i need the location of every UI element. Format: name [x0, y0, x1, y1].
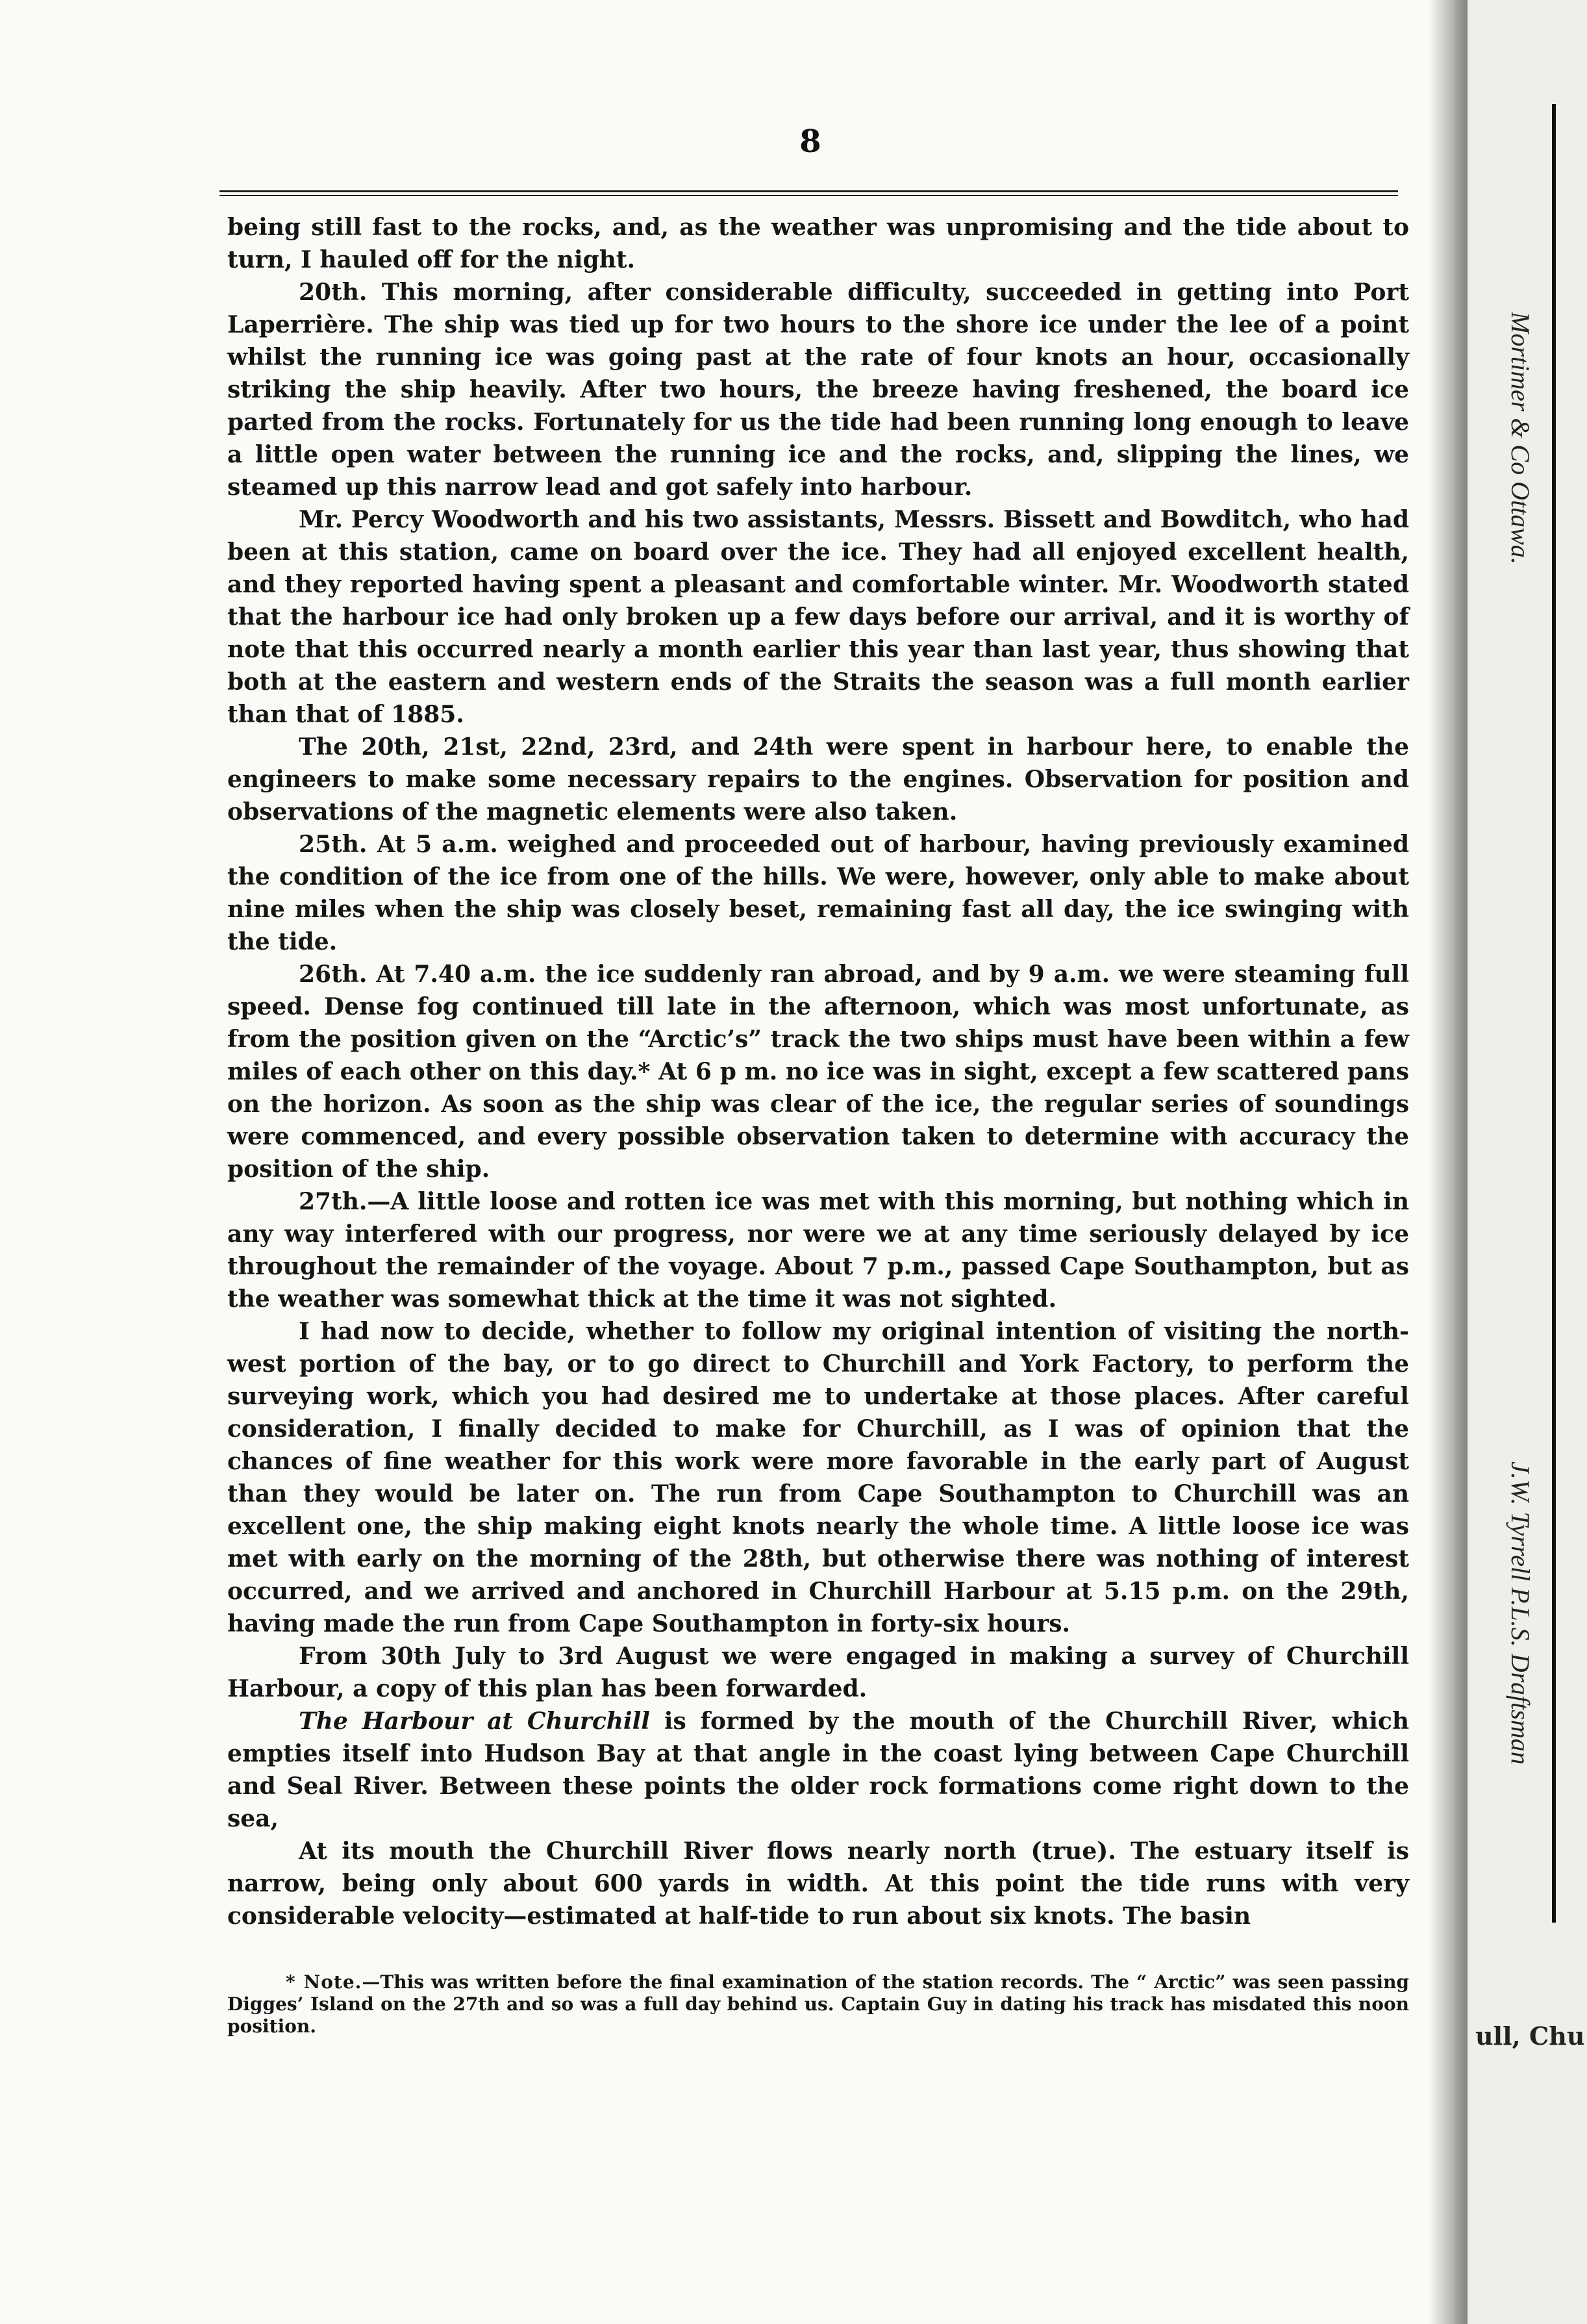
- paragraph-italic-lead: The Harbour at Churchill: [299, 1708, 650, 1735]
- page-number: 8: [799, 123, 821, 160]
- footnote-paragraph: [227, 1971, 1409, 2038]
- paragraph: 27th.—A little loose and rotten ice was met with this morning, but nothing which in any way interfered with our progress, nor were we at any time seriously delayed by ice throughout the remainder of the voyage. About 7 p.m., passed Cape Southampton, but as the weather was somewhat thick at the time it was not sighted.: [227, 1188, 1409, 1313]
- body-text: [227, 211, 1409, 1932]
- map-edge-fragment: ull, Chu: [1475, 2021, 1585, 2051]
- footnote-label: * Note.: [286, 1971, 362, 1993]
- paragraph: 25th. At 5 a.m. weighed and proceeded out of harbour, having previously examined the condition of the ice from one of the hills. We were, however, only able to make about nine miles when the ship was closely beset, remaining fast all day, the ice swinging with the tide.: [227, 831, 1409, 955]
- paragraph: 20th. This morning, after considerable difficulty, succeeded in getting into Port Laperrière. The ship was tied up for two hours to the shore ice under the lee of a point whilst the running ice was going past at the rate of four knots an hour, occasionally striking the ship heavily. After two hours, the breeze having freshened, the board ice parted from the rocks. Fortunately for us the tide had been running long enough to leave a little open water between the running ice and the rocks, and, slipping the lines, we steamed up this narrow lead and got safely into harbour.: [227, 279, 1409, 501]
- paragraph: [227, 1705, 1409, 1835]
- paragraph: At its mouth the Churchill River flows nearly north (true). The estuary itself is narrow, being only about 600 yards in width. At this point the tide runs with very considerable velocity—estimated at half-tide to run about six knots. The basin: [227, 1838, 1409, 1930]
- paragraph-rest: is formed by the mouth of the Churchill River, which empties itself into Hudson Bay at that angle in the coast lying between Cape Churchill and Seal River. Between these points the older rock formations come right down to the sea,: [227, 1708, 1410, 1832]
- paragraph: From 30th July to 3rd August we were engaged in making a survey of Churchill Harbour, a copy of this plan has been forwarded.: [227, 1643, 1409, 1702]
- paragraph: The 20th, 21st, 22nd, 23rd, and 24th were spent in harbour here, to enable the engineers to make some necessary repairs to the engines. Observation for position and observations of the magnetic elements were also taken.: [227, 733, 1409, 826]
- paragraph: 26th. At 7.40 a.m. the ice suddenly ran abroad, and by 9 a.m. we were steaming full speed. Dense fog continued till late in the afternoon, which was most unfortunate, as from the position given on the “Arctic’s” track the two ships must have been within a few miles of each other on this day.* At 6 p m. no ice was in sight, except a few scattered pans on the horizon. As soon as the ship was clear of the ice, the regular series of soundings were commenced, and every possible observation taken to determine with accuracy the position of the ship.: [227, 961, 1409, 1183]
- map-border-rule: [1552, 104, 1556, 1923]
- footnote: [227, 1971, 1409, 2038]
- footnote-text: —This was written before the final examination of the station records. The “ Arctic” was seen passing Digges’ Island on the 27th and so was a full day behind us. Captain Guy in dating his track has misdated this noon position.: [227, 1971, 1410, 2037]
- header-double-rule: [219, 190, 1398, 196]
- paragraph: Mr. Percy Woodworth and his two assistants, Messrs. Bissett and Bowditch, who had been at this station, came on board over the ice. They had all enjoyed excellent health, and they reported having spent a pleasant and comfortable winter. Mr. Woodworth stated that the harbour ice had only broken up a few days before our arrival, and it is worthy of note that this occurred nearly a month earlier this year than last year, thus showing that both at the eastern and western ends of the Straits the season was a full month earlier than that of 1885.: [227, 506, 1409, 728]
- paragraph: being still fast to the rocks, and, as the weather was unpromising and the tide about to turn, I hauled off for the night.: [227, 214, 1409, 273]
- map-draftsman-label: J.W. Tyrrell P.L.S. Draftsman: [1506, 1461, 1535, 1765]
- page-fold-shadow: [1429, 0, 1468, 2324]
- paragraph: I had now to decide, whether to follow my original intention of visiting the north-west portion of the bay, or to go direct to Churchill and York Factory, to perform the surveying work, which you had desired me to undertake at those places. After careful consideration, I finally decided to make for Churchill, as I was of opinion that the chances of fine weather for this work were more favorable in the early part of August than they would be later on. The run from Cape Southampton to Churchill was an excellent one, the ship making eight knots nearly the whole time. A little loose ice was met with early on the morning of the 28th, but otherwise there was nothing of interest occurred, and we arrived and anchored in Churchill Harbour at 5.15 p.m. on the 29th, having made the run from Cape Southampton in forty-six hours.: [227, 1318, 1409, 1637]
- map-publisher-label: Mortimer & Co Ottawa.: [1506, 312, 1535, 564]
